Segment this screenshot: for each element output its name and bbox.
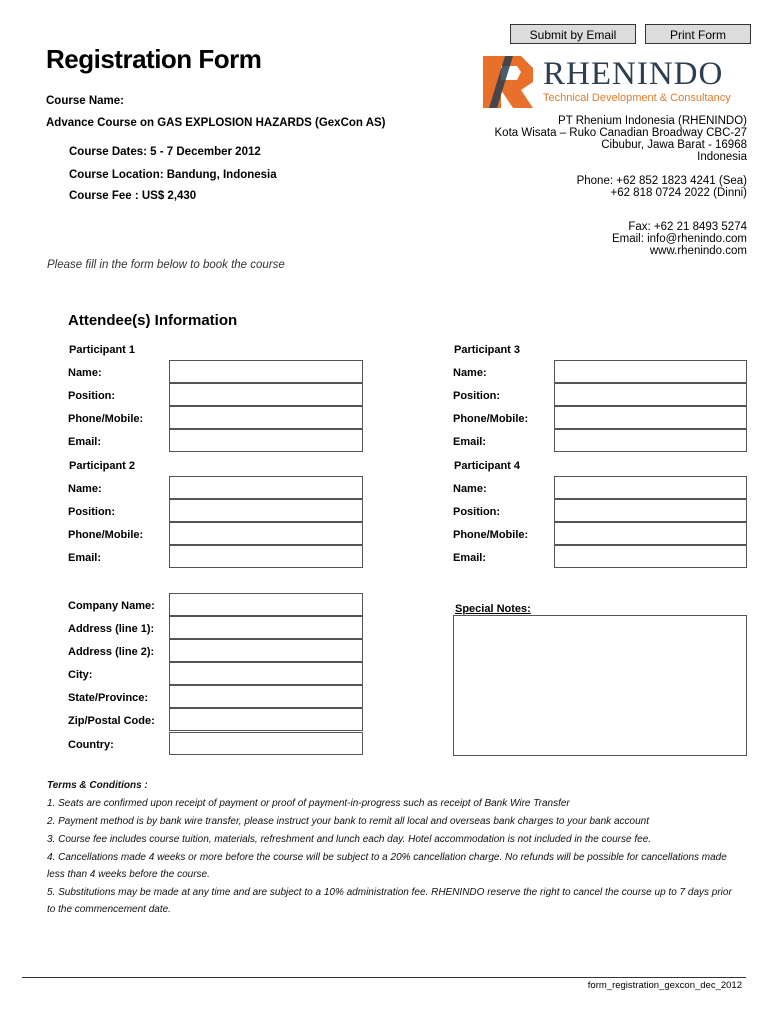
p4-phone-input[interactable]	[554, 522, 747, 545]
course-location: Course Location: Bandung, Indonesia	[69, 169, 277, 181]
p1-email-input[interactable]	[169, 429, 363, 452]
city-input[interactable]	[169, 662, 363, 685]
special-notes-textarea[interactable]	[453, 615, 747, 756]
state-input[interactable]	[169, 685, 363, 708]
terms-item: 4. Cancellations made 4 weeks or more before the course will be subject to a 20% cancellation charge. No refunds will be possible for cancellations made	[47, 852, 727, 863]
address-line2-input[interactable]	[169, 639, 363, 662]
p3-name-input[interactable]	[554, 360, 747, 383]
p3-phone-input[interactable]	[554, 406, 747, 429]
p3-position-label: Position:	[453, 390, 501, 402]
p1-name-label: Name:	[68, 367, 102, 379]
p1-position-input[interactable]	[169, 383, 363, 406]
participant-4-label: Participant 4	[454, 460, 521, 472]
p1-email-label: Email:	[68, 436, 102, 448]
footer-form-code: form_registration_gexcon_dec_2012	[587, 980, 742, 991]
p3-position-input[interactable]	[554, 383, 747, 406]
footer-divider	[22, 977, 746, 978]
terms-item: 1. Seats are confirmed upon receipt of payment or proof of payment-in-progress such as receipt of Bank Wire Transfer	[47, 798, 570, 809]
p1-phone-input[interactable]	[169, 406, 363, 429]
zip-input[interactable]	[169, 708, 363, 731]
participant-2-label: Participant 2	[69, 460, 136, 472]
p4-position-input[interactable]	[554, 499, 747, 522]
attendees-section-title: Attendee(s) Information	[68, 312, 238, 329]
country-input[interactable]	[169, 732, 363, 755]
city-label: City:	[68, 669, 93, 681]
p2-name-label: Name:	[68, 483, 102, 495]
terms-item: 3. Course fee includes course tuition, materials, refreshment and lunch each day. Hotel accommodation is not included in the course fee.	[47, 834, 652, 845]
p2-position-input[interactable]	[169, 499, 363, 522]
state-label: State/Province:	[68, 692, 149, 704]
country-label: Country:	[68, 739, 114, 751]
submit-by-email-button[interactable]: Submit by Email	[510, 24, 636, 44]
company-phone: Phone: +62 852 1823 4241 (Sea) +62 818 0724 2022 (Dinni)	[576, 175, 747, 199]
p2-email-input[interactable]	[169, 545, 363, 568]
address-line1-label: Address (line 1):	[68, 623, 155, 635]
p2-phone-input[interactable]	[169, 522, 363, 545]
terms-item: to the commencement date.	[47, 904, 171, 915]
p3-phone-label: Phone/Mobile:	[453, 413, 529, 425]
company-name-input[interactable]	[169, 593, 363, 616]
terms-item: 2. Payment method is by bank wire transfer, please instruct your bank to remit all local and overseas bank charges to your bank account	[47, 816, 649, 827]
course-fee: Course Fee : US$ 2,430	[69, 190, 197, 202]
p4-name-label: Name:	[453, 483, 487, 495]
p2-email-label: Email:	[68, 552, 102, 564]
p4-email-input[interactable]	[554, 545, 747, 568]
company-address: PT Rhenium Indonesia (RHENINDO) Kota Wisata – Ruko Canadian Broadway CBC-27 Cibubur, Jawa Barat - 16968 Indonesia	[494, 115, 747, 163]
address-line2-label: Address (line 2):	[68, 646, 155, 658]
p3-name-label: Name:	[453, 367, 487, 379]
company-contact: Fax: +62 21 8493 5274 Email: info@rhenindo.com www.rhenindo.com	[611, 221, 747, 257]
instruction-note: Please fill in the form below to book the course	[47, 259, 285, 271]
p3-email-input[interactable]	[554, 429, 747, 452]
company-name-label: Company Name:	[68, 600, 155, 612]
p2-phone-label: Phone/Mobile:	[68, 529, 144, 541]
terms-item: 5. Substitutions may be made at any time and are subject to a 10% administration fee. RHENINDO reserve the right to cancel the course up to 7 days prior	[47, 887, 732, 898]
p3-email-label: Email:	[453, 436, 487, 448]
p4-position-label: Position:	[453, 506, 501, 518]
p4-phone-label: Phone/Mobile:	[453, 529, 529, 541]
address-line1-input[interactable]	[169, 616, 363, 639]
page-title: Registration Form	[46, 44, 262, 74]
special-notes-label: Special Notes:	[455, 603, 531, 615]
p2-position-label: Position:	[68, 506, 116, 518]
p4-email-label: Email:	[453, 552, 487, 564]
course-name-label: Course Name:	[46, 95, 124, 107]
print-form-button[interactable]: Print Form	[645, 24, 751, 44]
participant-3-label: Participant 3	[454, 344, 521, 356]
course-dates: Course Dates: 5 - 7 December 2012	[69, 146, 261, 158]
company-logo	[483, 56, 743, 108]
p1-name-input[interactable]	[169, 360, 363, 383]
zip-label: Zip/Postal Code:	[68, 715, 155, 727]
terms-item: less than 4 weeks before the course.	[47, 869, 210, 880]
p1-position-label: Position:	[68, 390, 116, 402]
p1-phone-label: Phone/Mobile:	[68, 413, 144, 425]
logo-tagline: Technical Development & Consultancy	[543, 92, 731, 104]
p4-name-input[interactable]	[554, 476, 747, 499]
terms-title: Terms & Conditions :	[47, 780, 148, 791]
logo-wordmark: RHENINDO	[543, 56, 724, 92]
p2-name-input[interactable]	[169, 476, 363, 499]
course-name-value: Advance Course on GAS EXPLOSION HAZARDS (GexCon AS)	[46, 117, 386, 129]
logo-mark-icon	[483, 56, 539, 108]
participant-1-label: Participant 1	[69, 344, 136, 356]
